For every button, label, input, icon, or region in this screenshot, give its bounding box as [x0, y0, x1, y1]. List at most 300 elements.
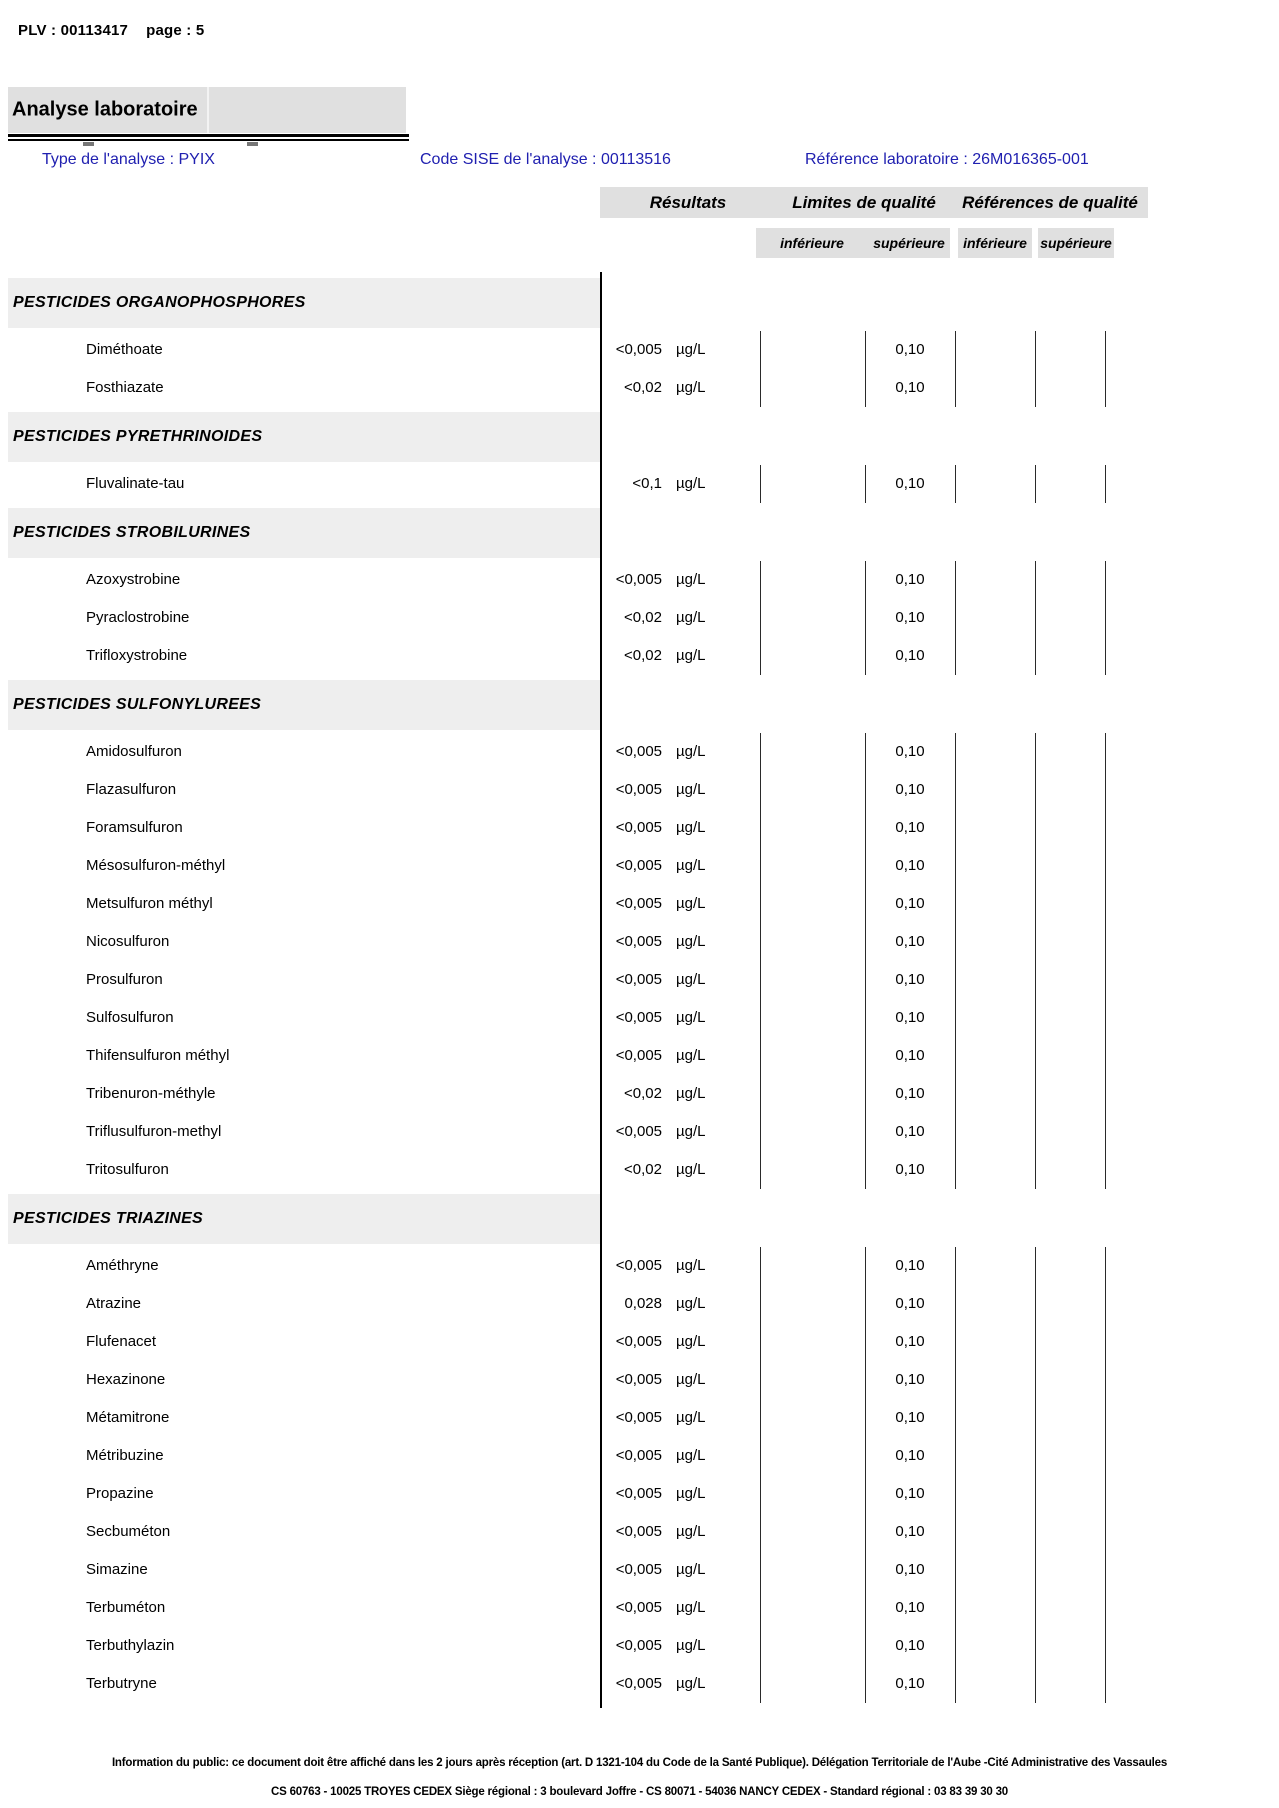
column-tick-rule: [760, 771, 761, 809]
column-tick-rule: [955, 465, 956, 503]
analyte-row: [0, 465, 1279, 503]
column-tick-rule: [955, 999, 956, 1037]
analyte-row: [0, 1151, 1279, 1189]
column-tick-rule: [955, 1151, 956, 1189]
column-tick-rule: [1105, 733, 1106, 771]
result-value: <0,005: [615, 819, 662, 836]
column-tick-rule: [760, 1551, 761, 1589]
column-tick-rule: [955, 1037, 956, 1075]
column-tick-rule: [760, 1437, 761, 1475]
limite-superieure-value: 0,10: [895, 1447, 925, 1464]
analyte-name: Tritosulfuron: [86, 1161, 169, 1178]
result-value: <0,005: [615, 1485, 662, 1502]
pesticide-section-header: [8, 1194, 600, 1244]
analyte-row: [0, 1551, 1279, 1589]
rule-tick-mark: [247, 142, 258, 146]
double-rule-bottom: [8, 139, 409, 141]
column-tick-rule: [1105, 1075, 1106, 1113]
analyte-row: [0, 369, 1279, 407]
column-tick-rule: [865, 1551, 866, 1589]
column-tick-rule: [1105, 809, 1106, 847]
analyte-row: [0, 1627, 1279, 1665]
column-tick-rule: [1035, 1151, 1036, 1189]
analyte-name: Foramsulfuron: [86, 819, 183, 836]
column-tick-rule: [865, 961, 866, 999]
limite-superieure-value: 0,10: [895, 1333, 925, 1350]
analyte-name: Simazine: [86, 1561, 148, 1578]
column-tick-rule: [865, 733, 866, 771]
column-tick-rule: [1105, 1589, 1106, 1627]
column-tick-rule: [1035, 1551, 1036, 1589]
column-tick-rule: [1105, 561, 1106, 599]
pesticide-section-title: PESTICIDES TRIAZINES: [13, 1210, 204, 1227]
limite-superieure-value: 0,10: [895, 1295, 925, 1312]
column-tick-rule: [1035, 465, 1036, 503]
column-tick-rule: [865, 465, 866, 503]
column-tick-rule: [1035, 847, 1036, 885]
column-tick-rule: [955, 1247, 956, 1285]
result-unit: µg/L: [676, 1295, 706, 1312]
section-rows: [0, 558, 1279, 680]
result-unit: µg/L: [676, 571, 706, 588]
column-tick-rule: [955, 1589, 956, 1627]
column-tick-rule: [865, 1151, 866, 1189]
result-unit: µg/L: [676, 1333, 706, 1350]
column-tick-rule: [865, 561, 866, 599]
column-tick-rule: [955, 1075, 956, 1113]
page-number: page : 5: [146, 22, 205, 39]
column-tick-rule: [865, 923, 866, 961]
limite-superieure-value: 0,10: [895, 379, 925, 396]
column-tick-rule: [865, 1437, 866, 1475]
column-tick-rule: [760, 961, 761, 999]
limite-superieure-value: 0,10: [895, 971, 925, 988]
column-tick-rule: [865, 1665, 866, 1703]
column-tick-rule: [1105, 1113, 1106, 1151]
analyte-row: [0, 1075, 1279, 1113]
column-tick-rule: [865, 771, 866, 809]
sise-code-label: Code SISE de l'analyse : 00113516: [420, 151, 671, 168]
analyte-name: Propazine: [86, 1485, 154, 1502]
column-tick-rule: [955, 1513, 956, 1551]
subheader-limite-superieure: supérieure: [868, 228, 950, 258]
column-tick-rule: [865, 1589, 866, 1627]
result-unit: µg/L: [676, 1637, 706, 1654]
column-tick-rule: [955, 809, 956, 847]
limite-superieure-value: 0,10: [895, 647, 925, 664]
result-value: <0,1: [632, 475, 662, 492]
analyte-name: Trifloxystrobine: [86, 647, 188, 664]
column-tick-rule: [760, 1589, 761, 1627]
band-cell-divider: [207, 87, 209, 133]
column-tick-rule: [1035, 1075, 1036, 1113]
analyte-row: [0, 1037, 1279, 1075]
column-tick-rule: [955, 1113, 956, 1151]
column-tick-rule: [865, 1075, 866, 1113]
analysis-results-table: [0, 278, 1279, 1708]
column-tick-rule: [760, 331, 761, 369]
column-tick-rule: [1105, 1323, 1106, 1361]
column-tick-rule: [955, 885, 956, 923]
result-value: <0,02: [624, 1085, 662, 1102]
footer-public-info-line1: Information du public: ce document doit être affiché dans les 2 jours après réception (art. D 1321-104 du Code de la Santé Publique). Délégation Territoriale de l'Aube -Cité Administrative des Vassaules: [111, 1757, 1168, 1769]
column-tick-rule: [760, 1665, 761, 1703]
column-tick-rule: [1105, 1037, 1106, 1075]
limite-superieure-value: 0,10: [895, 819, 925, 836]
pesticide-section-title: PESTICIDES STROBILURINES: [13, 524, 251, 541]
result-value: <0,005: [615, 571, 662, 588]
column-tick-rule: [760, 923, 761, 961]
column-tick-rule: [865, 1323, 866, 1361]
column-tick-rule: [1105, 637, 1106, 675]
result-value: <0,005: [615, 1561, 662, 1578]
analyte-name: Terbuthylazin: [86, 1637, 175, 1654]
column-tick-rule: [865, 1475, 866, 1513]
column-tick-rule: [865, 809, 866, 847]
analyte-name: Triflusulfuron-methyl: [86, 1123, 222, 1140]
column-tick-rule: [865, 1285, 866, 1323]
column-tick-rule: [1035, 923, 1036, 961]
column-tick-rule: [865, 369, 866, 407]
column-tick-rule: [955, 561, 956, 599]
column-tick-rule: [1105, 1551, 1106, 1589]
column-tick-rule: [760, 1627, 761, 1665]
result-value: <0,005: [615, 1409, 662, 1426]
result-value: <0,005: [615, 895, 662, 912]
analyte-row: [0, 1399, 1279, 1437]
limite-superieure-value: 0,10: [895, 933, 925, 950]
column-tick-rule: [1105, 1285, 1106, 1323]
result-unit: µg/L: [676, 971, 706, 988]
subheader-reference-superieure: supérieure: [1038, 228, 1114, 258]
analyte-name: Azoxystrobine: [86, 571, 181, 588]
column-tick-rule: [1105, 999, 1106, 1037]
column-tick-rule: [955, 847, 956, 885]
column-tick-rule: [865, 1037, 866, 1075]
column-tick-rule: [865, 1113, 866, 1151]
pesticide-section-header: [8, 412, 600, 462]
analyte-name: Tribenuron-méthyle: [86, 1085, 216, 1102]
limite-superieure-value: 0,10: [895, 1047, 925, 1064]
limite-superieure-value: 0,10: [895, 895, 925, 912]
section-band-title: Analyse laboratoire: [12, 98, 198, 121]
analyte-name: Hexazinone: [86, 1371, 166, 1388]
column-tick-rule: [955, 1437, 956, 1475]
analyte-row: [0, 961, 1279, 999]
result-value: <0,02: [624, 1161, 662, 1178]
analyte-row: [0, 999, 1279, 1037]
analyte-name: Fosthiazate: [86, 379, 164, 396]
column-tick-rule: [865, 1513, 866, 1551]
analyte-name: Sulfosulfuron: [86, 1009, 174, 1026]
analyte-row: [0, 1475, 1279, 1513]
column-tick-rule: [760, 637, 761, 675]
column-tick-rule: [760, 1151, 761, 1189]
result-value: <0,005: [615, 1371, 662, 1388]
column-header-limites-qualite: Limites de qualité: [770, 187, 958, 218]
column-tick-rule: [955, 369, 956, 407]
analyte-name: Améthryne: [86, 1257, 159, 1274]
limite-superieure-value: 0,10: [895, 1085, 925, 1102]
analyte-row: [0, 733, 1279, 771]
analyte-name: Métribuzine: [86, 1447, 164, 1464]
column-tick-rule: [955, 1475, 956, 1513]
rule-tick-mark: [83, 142, 94, 146]
column-tick-rule: [1105, 331, 1106, 369]
result-unit: µg/L: [676, 475, 706, 492]
column-header-references-qualite: Références de qualité: [952, 187, 1148, 218]
analyte-row: [0, 331, 1279, 369]
analyte-name: Flazasulfuron: [86, 781, 177, 798]
analyte-row: [0, 1247, 1279, 1285]
result-value: 0,028: [624, 1295, 662, 1312]
column-tick-rule: [1035, 1247, 1036, 1285]
result-unit: µg/L: [676, 933, 706, 950]
limite-superieure-value: 0,10: [895, 1409, 925, 1426]
result-unit: µg/L: [676, 1447, 706, 1464]
column-tick-rule: [955, 1323, 956, 1361]
result-unit: µg/L: [676, 647, 706, 664]
column-tick-rule: [955, 1399, 956, 1437]
column-tick-rule: [1105, 1513, 1106, 1551]
section-rows: [0, 730, 1279, 1194]
analyte-name: Atrazine: [86, 1295, 142, 1312]
result-value: <0,005: [615, 1637, 662, 1654]
result-unit: µg/L: [676, 1561, 706, 1578]
pesticide-section-header: [8, 680, 600, 730]
column-tick-rule: [1105, 1627, 1106, 1665]
limite-superieure-value: 0,10: [895, 1257, 925, 1274]
column-tick-rule: [1035, 1513, 1036, 1551]
column-tick-rule: [865, 1361, 866, 1399]
column-tick-rule: [955, 733, 956, 771]
column-tick-rule: [1035, 1589, 1036, 1627]
column-tick-rule: [1035, 733, 1036, 771]
limite-superieure-value: 0,10: [895, 609, 925, 626]
result-value: <0,02: [624, 609, 662, 626]
column-tick-rule: [760, 465, 761, 503]
analyte-row: [0, 923, 1279, 961]
result-value: <0,005: [615, 1447, 662, 1464]
pesticide-section-title: PESTICIDES SULFONYLUREES: [13, 696, 262, 713]
column-tick-rule: [1105, 1399, 1106, 1437]
column-tick-rule: [955, 961, 956, 999]
column-tick-rule: [760, 1037, 761, 1075]
column-tick-rule: [760, 999, 761, 1037]
column-tick-rule: [865, 1399, 866, 1437]
result-unit: µg/L: [676, 1371, 706, 1388]
analyte-name: Fluvalinate-tau: [86, 475, 185, 492]
analyte-name: Mésosulfuron-méthyl: [86, 857, 226, 874]
pesticide-section-title: PESTICIDES ORGANOPHOSPHORES: [13, 294, 306, 311]
limite-superieure-value: 0,10: [895, 1637, 925, 1654]
column-tick-rule: [955, 923, 956, 961]
limite-superieure-value: 0,10: [895, 1561, 925, 1578]
column-tick-rule: [1105, 961, 1106, 999]
pesticide-section-header: [8, 508, 600, 558]
result-unit: µg/L: [676, 1047, 706, 1064]
column-tick-rule: [1105, 1437, 1106, 1475]
result-unit: µg/L: [676, 895, 706, 912]
column-tick-rule: [1105, 885, 1106, 923]
column-tick-rule: [1105, 1151, 1106, 1189]
column-tick-rule: [1035, 1399, 1036, 1437]
analyte-row: [0, 561, 1279, 599]
analyte-name: Terbuméton: [86, 1599, 166, 1616]
column-tick-rule: [1035, 561, 1036, 599]
result-unit: µg/L: [676, 1485, 706, 1502]
limite-superieure-value: 0,10: [895, 571, 925, 588]
result-unit: µg/L: [676, 1009, 706, 1026]
column-tick-rule: [1035, 331, 1036, 369]
result-unit: µg/L: [676, 341, 706, 358]
analyte-row: [0, 809, 1279, 847]
result-value: <0,005: [615, 1123, 662, 1140]
column-tick-rule: [760, 1075, 761, 1113]
column-tick-rule: [1035, 1437, 1036, 1475]
result-unit: µg/L: [676, 819, 706, 836]
limite-superieure-value: 0,10: [895, 857, 925, 874]
analyte-row: [0, 637, 1279, 675]
result-unit: µg/L: [676, 743, 706, 760]
column-tick-rule: [955, 331, 956, 369]
lab-reference-label: Référence laboratoire : 26M016365-001: [805, 151, 1089, 168]
column-tick-rule: [1035, 637, 1036, 675]
column-tick-rule: [1035, 1665, 1036, 1703]
analyte-row: [0, 599, 1279, 637]
limite-superieure-value: 0,10: [895, 1485, 925, 1502]
column-tick-rule: [760, 885, 761, 923]
column-header-resultats: Résultats: [600, 187, 776, 218]
result-unit: µg/L: [676, 781, 706, 798]
section-rows: [0, 1244, 1279, 1708]
column-tick-rule: [760, 809, 761, 847]
result-value: <0,005: [615, 857, 662, 874]
analysis-section-band: [8, 87, 406, 133]
column-tick-rule: [760, 733, 761, 771]
analysis-type-label: Type de l'analyse : PYIX: [42, 151, 215, 168]
document-id-line: [18, 22, 204, 39]
analyte-row: [0, 847, 1279, 885]
limite-superieure-value: 0,10: [895, 781, 925, 798]
result-value: <0,005: [615, 1257, 662, 1274]
column-tick-rule: [760, 599, 761, 637]
column-tick-rule: [1035, 999, 1036, 1037]
analyte-name: Pyraclostrobine: [86, 609, 190, 626]
limite-superieure-value: 0,10: [895, 743, 925, 760]
result-value: <0,005: [615, 1675, 662, 1692]
analyte-row: [0, 1589, 1279, 1627]
limite-superieure-value: 0,10: [895, 1599, 925, 1616]
section-rows: [0, 462, 1279, 508]
column-tick-rule: [865, 885, 866, 923]
analyte-name: Secbuméton: [86, 1523, 171, 1540]
result-unit: µg/L: [676, 1257, 706, 1274]
column-tick-rule: [865, 999, 866, 1037]
column-tick-rule: [1105, 465, 1106, 503]
column-tick-rule: [760, 1323, 761, 1361]
result-unit: µg/L: [676, 1085, 706, 1102]
analyte-name: Thifensulfuron méthyl: [86, 1047, 230, 1064]
column-tick-rule: [760, 369, 761, 407]
limite-superieure-value: 0,10: [895, 1009, 925, 1026]
column-tick-rule: [760, 1285, 761, 1323]
pesticide-section-title: PESTICIDES PYRETHRINOIDES: [13, 428, 263, 445]
analyte-row: [0, 1285, 1279, 1323]
analyte-name: Amidosulfuron: [86, 743, 182, 760]
column-tick-rule: [1035, 885, 1036, 923]
column-tick-rule: [955, 1361, 956, 1399]
result-unit: µg/L: [676, 609, 706, 626]
column-tick-rule: [1105, 1665, 1106, 1703]
result-unit: µg/L: [676, 857, 706, 874]
pesticide-section-header: [8, 278, 600, 328]
column-tick-rule: [1105, 1475, 1106, 1513]
column-tick-rule: [865, 331, 866, 369]
column-tick-rule: [1035, 1323, 1036, 1361]
column-tick-rule: [1105, 771, 1106, 809]
result-value: <0,005: [615, 743, 662, 760]
column-tick-rule: [1105, 923, 1106, 961]
limite-superieure-value: 0,10: [895, 1123, 925, 1140]
analyte-name: Flufenacet: [86, 1333, 157, 1350]
column-tick-rule: [865, 637, 866, 675]
footer-public-info-line2: CS 60763 - 10025 TROYES CEDEX Siège régional : 3 boulevard Joffre - CS 80071 - 54036 NANCY CEDEX - Standard régional : 03 83 39 30 30: [271, 1786, 1008, 1798]
column-tick-rule: [1035, 1627, 1036, 1665]
analyte-row: [0, 1323, 1279, 1361]
column-tick-rule: [865, 847, 866, 885]
analyte-row: [0, 1361, 1279, 1399]
analyte-row: [0, 1513, 1279, 1551]
column-tick-rule: [760, 1399, 761, 1437]
plv-number: PLV : 00113417: [18, 22, 129, 39]
limite-superieure-value: 0,10: [895, 1523, 925, 1540]
column-tick-rule: [760, 1361, 761, 1399]
subheader-limite-inferieure: inférieure: [756, 228, 868, 258]
result-value: <0,005: [615, 1047, 662, 1064]
column-tick-rule: [865, 599, 866, 637]
column-tick-rule: [865, 1247, 866, 1285]
analyte-row: [0, 1665, 1279, 1703]
column-tick-rule: [1105, 847, 1106, 885]
result-value: <0,005: [615, 1009, 662, 1026]
double-rule-top: [8, 134, 409, 137]
subheader-reference-inferieure: inférieure: [958, 228, 1032, 258]
column-tick-rule: [1035, 961, 1036, 999]
section-rows: [0, 328, 1279, 412]
analyte-row: [0, 885, 1279, 923]
column-tick-rule: [760, 561, 761, 599]
column-tick-rule: [760, 847, 761, 885]
column-tick-rule: [1035, 1361, 1036, 1399]
analyte-name: Metsulfuron méthyl: [86, 895, 213, 912]
column-tick-rule: [955, 599, 956, 637]
analyte-row: [0, 1113, 1279, 1151]
result-value: <0,02: [624, 647, 662, 664]
column-tick-rule: [760, 1475, 761, 1513]
column-tick-rule: [1105, 369, 1106, 407]
column-tick-rule: [955, 637, 956, 675]
result-value: <0,005: [615, 1523, 662, 1540]
result-unit: µg/L: [676, 379, 706, 396]
column-tick-rule: [1035, 1037, 1036, 1075]
column-tick-rule: [955, 1285, 956, 1323]
result-unit: µg/L: [676, 1523, 706, 1540]
column-tick-rule: [1035, 599, 1036, 637]
analyte-name: Diméthoate: [86, 341, 163, 358]
column-tick-rule: [1035, 369, 1036, 407]
column-tick-rule: [865, 1627, 866, 1665]
